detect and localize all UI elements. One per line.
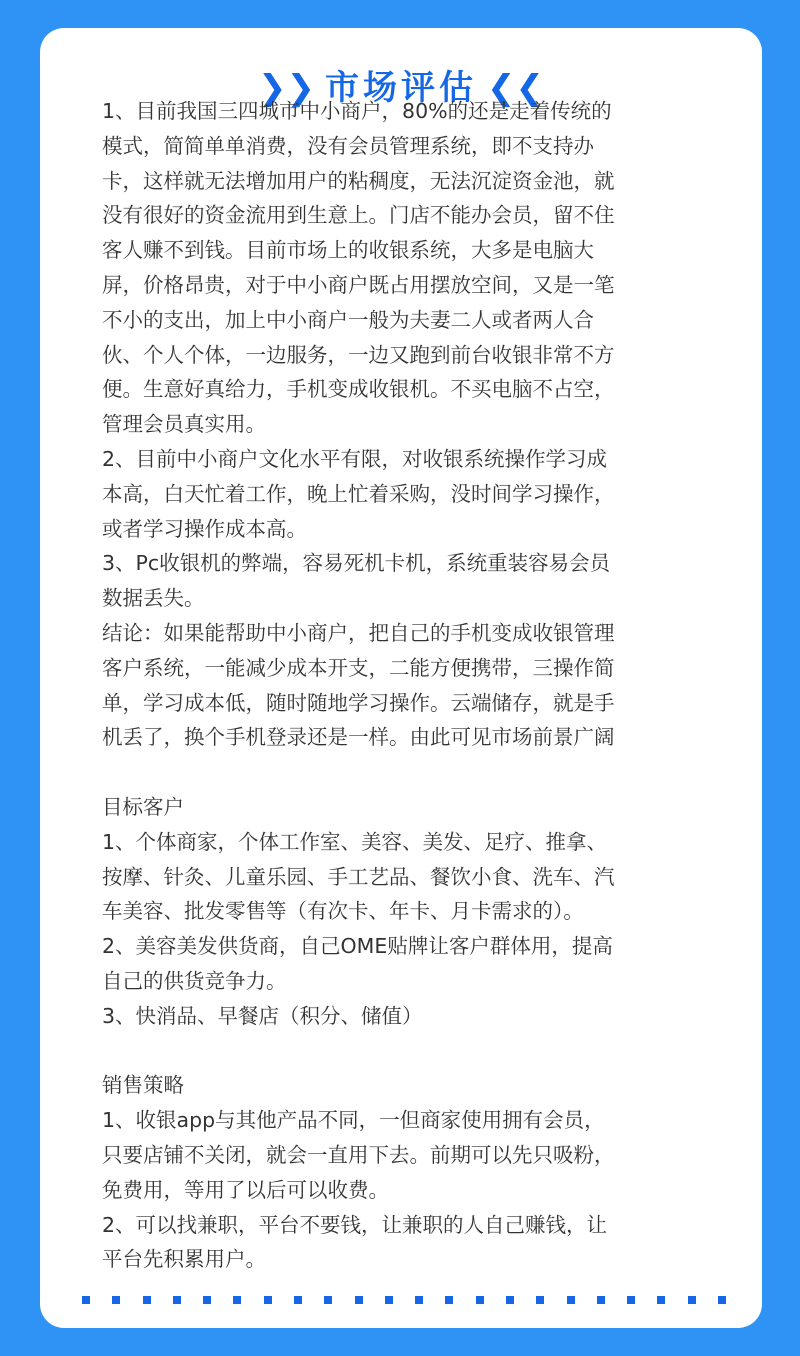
text-line: 1、目前我国三四城市中小商户，80%的还是走着传统的 — [102, 99, 612, 123]
text-line: 按摩、针灸、儿童乐园、手工艺品、餐饮小食、洗车、汽 — [102, 864, 615, 889]
text-line: 卡，这样就无法增加用户的粘稠度，无法沉淀资金池，就 — [102, 168, 615, 193]
text-line: 1、收银app与其他产品不同，一但商家使用拥有会员， — [102, 1108, 605, 1133]
text-line: 便。生意好真给力，手机变成收银机。不买电脑不占空， — [102, 377, 615, 402]
divider-dot — [264, 1296, 272, 1304]
text-line: 车美容、批发零售等（有次卡、年卡、月卡需求的）。 — [102, 899, 584, 924]
text-line: 自己的供货竞争力。 — [102, 968, 287, 993]
divider-dot — [415, 1296, 423, 1304]
text-line: 管理会员真实用。 — [102, 412, 266, 437]
text-line: 本高，白天忙着工作，晚上忙着采购，没时间学习操作， — [102, 481, 615, 506]
text-line: 平台先积累用户。 — [102, 1247, 266, 1272]
text-line: 2、目前中小商户文化水平有限，对收银系统操作学习成 — [102, 446, 608, 471]
divider-dot — [173, 1296, 181, 1304]
text-line: 或者学习操作成本高。 — [102, 516, 307, 541]
blank-line — [102, 1034, 702, 1069]
text-line: 目标客户 — [102, 794, 184, 819]
divider-dot — [233, 1296, 241, 1304]
text-line: 单，学习成本低，随时随地学习操作。云端储存，就是手 — [102, 690, 615, 715]
divider-dot — [688, 1296, 696, 1304]
divider-dot — [355, 1296, 363, 1304]
dotted-divider — [82, 1296, 726, 1304]
divider-dot — [536, 1296, 544, 1304]
text-line: 客人赚不到钱。目前市场上的收银系统，大多是电脑大 — [102, 238, 594, 263]
text-line: 结论：如果能帮助中小商户，把自己的手机变成收银管理 — [102, 620, 615, 645]
text-line: 没有很好的资金流用到生意上。门店不能办会员，留不住 — [102, 203, 615, 228]
text-line: 模式，简简单单消费，没有会员管理系统，即不支持办 — [102, 133, 594, 158]
text-line: 销售策略 — [102, 1073, 184, 1098]
double-chevron-left-icon: ❮❮ — [487, 68, 544, 108]
divider-dot — [324, 1296, 332, 1304]
divider-dot — [445, 1296, 453, 1304]
divider-dot — [112, 1296, 120, 1304]
divider-dot — [506, 1296, 514, 1304]
divider-dot — [597, 1296, 605, 1304]
text-line: 不小的支出，加上中小商户一般为夫妻二人或者两人合 — [102, 307, 594, 332]
text-line: 屏，价格昂贵，对于中小商户既占用摆放空间，又是一笔 — [102, 272, 615, 297]
text-line: 机丢了，换个手机登录还是一样。由此可见市场前景广阔 — [102, 725, 615, 750]
divider-dot — [476, 1296, 484, 1304]
divider-dot — [385, 1296, 393, 1304]
page-title-text: 市场评估 — [325, 68, 477, 108]
divider-dot — [82, 1296, 90, 1304]
text-line: 3、快消品、早餐店（积分、储值） — [102, 1003, 423, 1028]
divider-dot — [294, 1296, 302, 1304]
text-line: 只要店铺不关闭，就会一直用下去。前期可以先只吸粉， — [102, 1142, 615, 1167]
divider-dot — [143, 1296, 151, 1304]
text-line: 3、Pc收银机的弊端，容易死机卡机，系统重装容易会员 — [102, 551, 611, 576]
text-line: 伙、个人个体，一边服务，一边又跑到前台收银非常不方 — [102, 342, 615, 367]
text-line: 免费用，等用了以后可以收费。 — [102, 1177, 389, 1202]
blank-line — [102, 755, 702, 790]
text-line: 2、可以找兼职，平台不要钱，让兼职的人自己赚钱，让 — [102, 1212, 608, 1237]
text-line: 客户系统，一能减少成本开支，二能方便携带，三操作简 — [102, 655, 615, 680]
text-line: 2、美容美发供货商，自己OME贴牌让客户群体用，提高 — [102, 934, 613, 959]
double-chevron-right-icon: ❯❯ — [258, 68, 315, 108]
text-line: 1、个体商家，个体工作室、美容、美发、足疗、推拿、 — [102, 829, 608, 854]
divider-dot — [718, 1296, 726, 1304]
body-text — [102, 94, 702, 1277]
divider-dot — [657, 1296, 665, 1304]
divider-dot — [203, 1296, 211, 1304]
divider-dot — [627, 1296, 635, 1304]
text-line: 数据丢失。 — [102, 586, 205, 611]
divider-dot — [567, 1296, 575, 1304]
